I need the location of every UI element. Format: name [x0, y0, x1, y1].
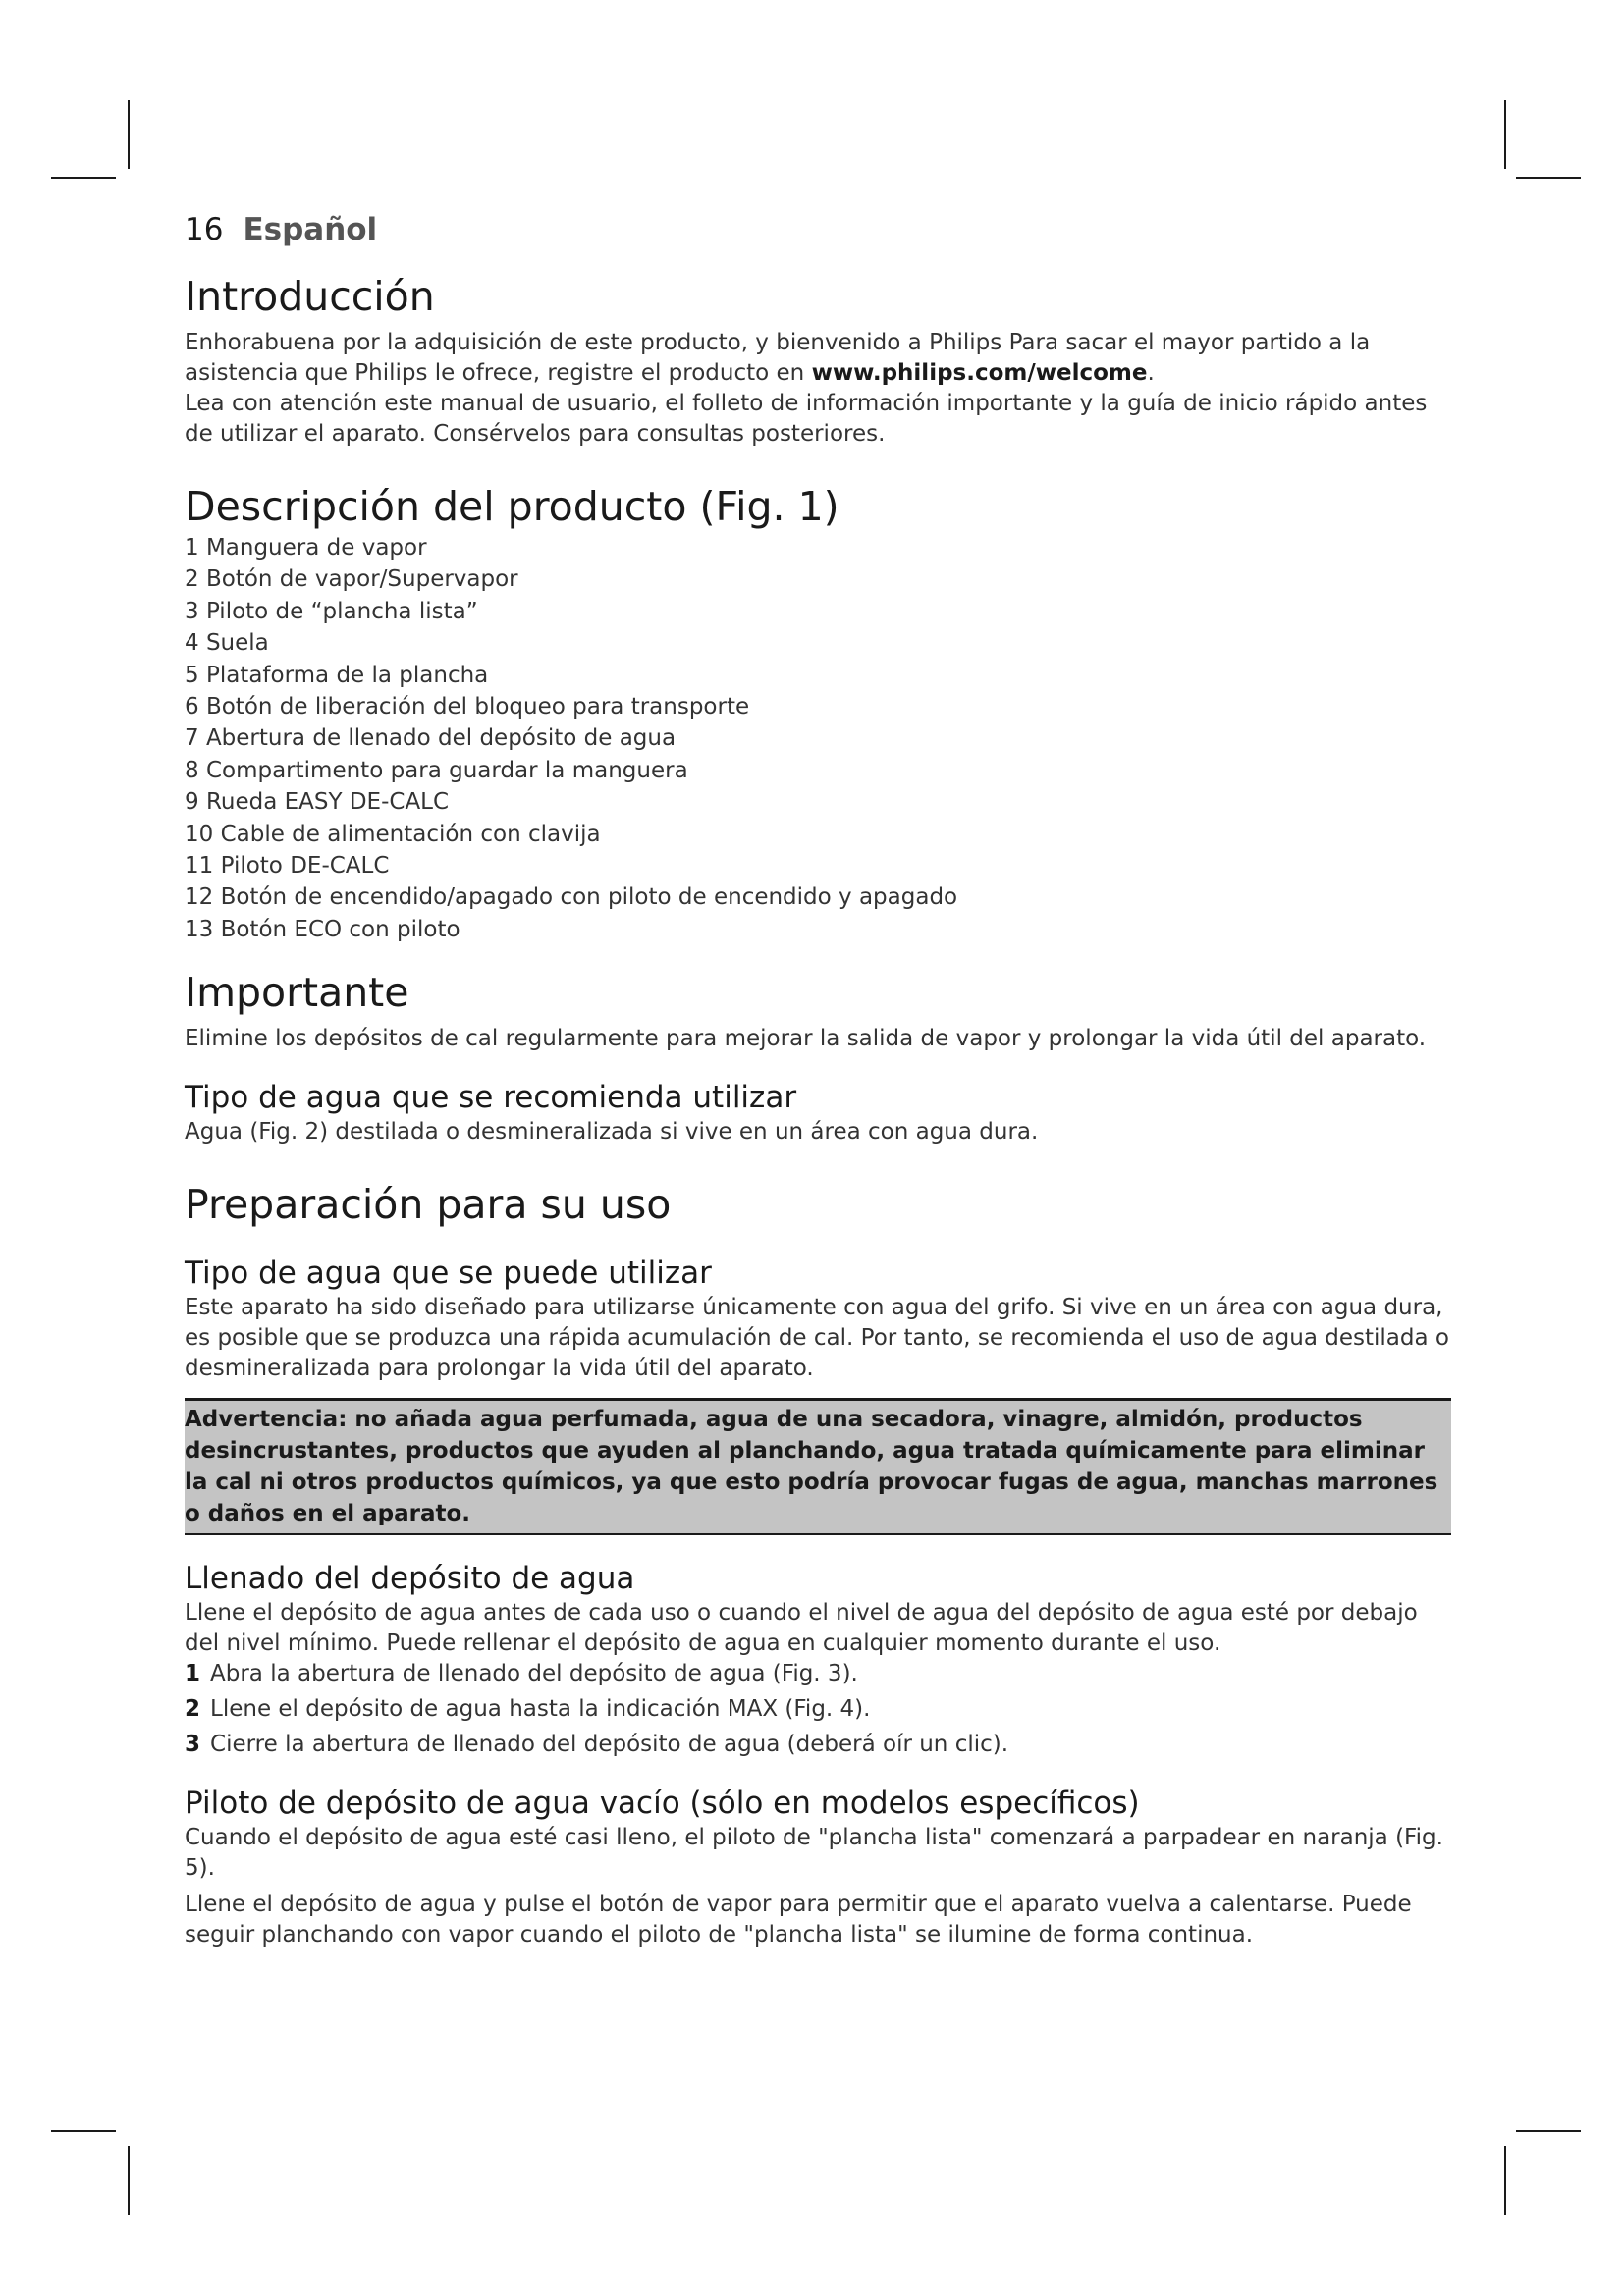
parts-list-item: 12 Botón de encendido/apagado con piloto de encendido y apagado: [185, 884, 958, 911]
crop-mark-top-right-horizontal: [1516, 177, 1581, 179]
step-item: [185, 1694, 1451, 1725]
preparation-heading: Preparación para su uso: [185, 1181, 672, 1229]
parts-list-item: 11 Piloto DE-CALC: [185, 853, 390, 880]
important-text: Elimine los depósitos de cal regularmente para mejorar la salida de vapor y prolongar la vida útil del aparato.: [185, 1026, 1427, 1052]
page-header: [185, 210, 1451, 249]
page-language: Español: [243, 212, 378, 247]
parts-list-item: 3 Piloto de “plancha lista”: [185, 598, 478, 624]
philips-welcome-link[interactable]: www.philips.com/welcome: [811, 360, 1148, 386]
step-number: 2: [185, 1696, 201, 1723]
preparation-section: [185, 1179, 1451, 1950]
empty-tank-light-text-2: Llene el depósito de agua y pulse el botón de vapor para permitir que el aparato vuelva a calentarse. Puede seguir planchando con vapor cuando el piloto de "plancha lista" se ilumine de forma continua.: [185, 1892, 1412, 1949]
empty-tank-light-text-1: Cuando el depósito de agua esté casi lleno, el piloto de "plancha lista" comenzará a parpadear en naranja (Fig. 5).: [185, 1825, 1443, 1882]
crop-mark-bottom-left-vertical: [128, 2146, 130, 2215]
water-type-text: Este aparato ha sido diseñado para utilizarse únicamente con agua del grifo. Si vive en un área con agua dura, es posible que se produzca una rápida acumulación de cal. Por tanto, se recomienda el uso de agua destilada o desmineralizada para prolongar la vida útil del aparato.: [185, 1295, 1449, 1382]
parts-list-item: 6 Botón de liberación del bloqueo para transporte: [185, 694, 750, 721]
step-item: [185, 1659, 1451, 1689]
description-heading: Descripción del producto (Fig. 1): [185, 483, 839, 530]
warning-text: Advertencia: no añada agua perfumada, agua de una secadora, vinagre, almidón, productos desincrustantes, productos que ayuden al planchando, agua tratada químicamente para eliminar la cal ni otros productos químicos, ya que esto podría provocar fugas de agua, manchas marrones o daños en el aparato.: [185, 1407, 1438, 1527]
step-number: 3: [185, 1732, 201, 1758]
step-text: Llene el depósito de agua hasta la indicación MAX (Fig. 4).: [210, 1696, 871, 1723]
important-section: [185, 967, 1451, 1148]
parts-list-item: 13 Botón ECO con piloto: [185, 916, 460, 942]
step-text: Cierre la abertura de llenado del depósito de agua (deberá oír un clic).: [210, 1732, 1009, 1758]
intro-paragraph-1-end: .: [1147, 360, 1155, 386]
water-type-heading: Tipo de agua que se puede utilizar: [185, 1255, 712, 1292]
step-number: 1: [185, 1661, 201, 1687]
parts-list-item: 7 Abertura de llenado del depósito de agua: [185, 725, 677, 752]
crop-mark-top-left-vertical: [128, 100, 130, 169]
parts-list: [185, 532, 1451, 945]
parts-list-item: 4 Suela: [185, 630, 269, 657]
empty-tank-light-heading: Piloto de depósito de agua vacío (sólo en modelos específicos): [185, 1786, 1140, 1822]
description-section: [185, 481, 1451, 945]
parts-list-item: 5 Plataforma de la plancha: [185, 662, 489, 688]
page-content: [185, 210, 1451, 1950]
step-text: Abra la abertura de llenado del depósito de agua (Fig. 3).: [210, 1661, 858, 1687]
parts-list-item: 1 Manguera de vapor: [185, 535, 427, 561]
filling-text: Llene el depósito de agua antes de cada uso o cuando el nivel de agua del depósito de agua esté por debajo del nivel mínimo. Puede rellenar el depósito de agua en cualquier momento durante el uso.: [185, 1600, 1418, 1657]
intro-heading: Introducción: [185, 273, 435, 320]
crop-mark-top-right-vertical: [1504, 100, 1506, 169]
parts-list-item: 9 Rueda EASY DE-CALC: [185, 789, 450, 816]
step-item: [185, 1730, 1451, 1760]
intro-paragraph-2: Lea con atención este manual de usuario, el folleto de información importante y la guía de inicio rápido antes de utilizar el aparato. Consérvelos para consultas posteriores.: [185, 391, 1428, 447]
parts-list-item: 8 Compartimento para guardar la manguera: [185, 757, 688, 783]
crop-mark-bottom-left-horizontal: [51, 2130, 116, 2132]
parts-list-item: 10 Cable de alimentación con clavija: [185, 821, 601, 847]
filling-heading: Llenado del depósito de agua: [185, 1561, 635, 1597]
crop-mark-bottom-right-vertical: [1504, 2146, 1506, 2215]
intro-paragraph-1: [185, 328, 1451, 389]
important-heading: Importante: [185, 969, 409, 1017]
crop-mark-bottom-right-horizontal: [1516, 2130, 1581, 2132]
warning-box: [185, 1398, 1451, 1535]
parts-list-item: 2 Botón de vapor/Supervapor: [185, 566, 518, 593]
filling-steps: [185, 1659, 1451, 1760]
page-number: 16: [185, 212, 224, 247]
recommended-water-text: Agua (Fig. 2) destilada o desmineralizada si vive en un área con agua dura.: [185, 1119, 1039, 1146]
intro-section: [185, 271, 1451, 450]
crop-mark-top-left-horizontal: [51, 177, 116, 179]
intro-paragraph-1-text: Enhorabuena por la adquisición de este producto, y bienvenido a Philips Para sacar el mayor partido a la asistencia que Philips le ofrece, registre el producto en: [185, 330, 1371, 386]
recommended-water-heading: Tipo de agua que se recomienda utilizar: [185, 1080, 797, 1116]
